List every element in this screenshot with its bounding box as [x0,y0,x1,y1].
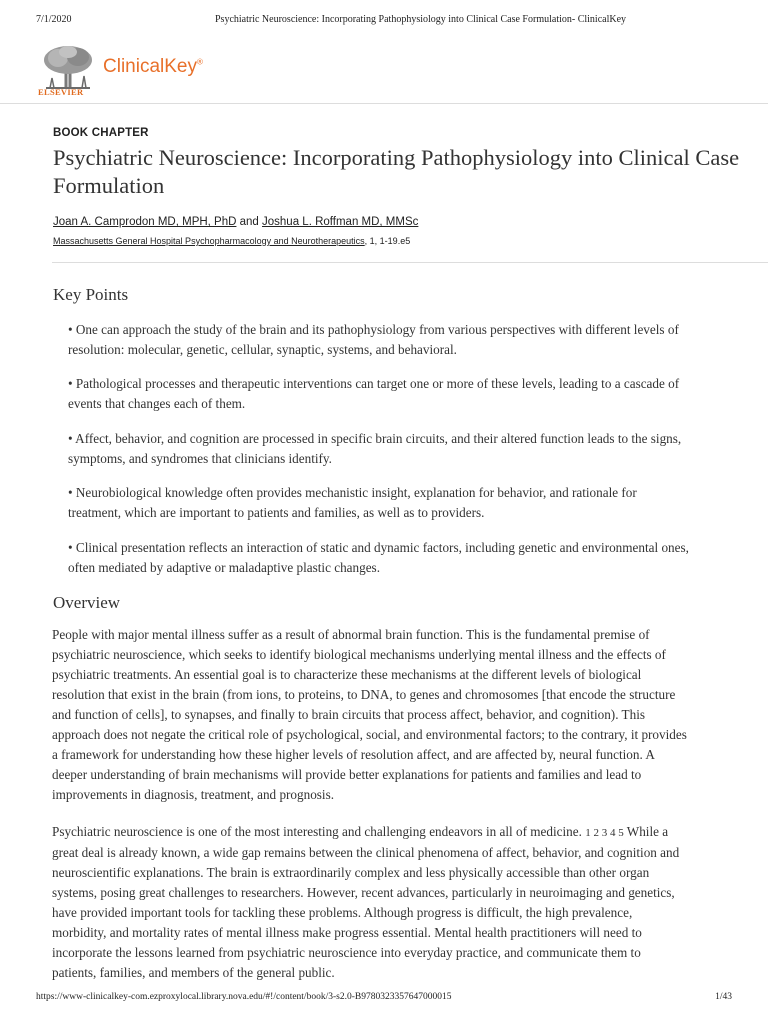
citation-suffix: , 1, 1-19.e5 [364,236,411,246]
key-point-item: • Neurobiological knowledge often provides mechanistic insight, explanation for behavior, and rationale for treatment, which are important to patients and families, as well as to providers. [68,485,637,520]
key-point-item: • Pathological processes and therapeutic interventions can target one or more of these levels, leading to a cascade of events that changes each of them. [68,376,680,411]
content-type-label: BOOK CHAPTER [53,127,149,139]
overview-heading: Overview [53,593,121,612]
key-points-heading: Key Points [53,285,129,304]
overview-paragraph-1: People with major mental illness suffer as a result of abnormal brain function. This is the fundamental premise of psychiatric neuroscience, which seeks to identify biological mechanisms underlying mental illness and the effects of psychiatric treatments. An essential goal is to characterize these mechanisms at the different levels of biological resolution that exist in the brain (from ions, to proteins, to DNA, to genes and chromosomes [that encode the structure and function of cells], to synapses, and finally to brain circuits that process affect, behavior, and cognition). This approach does not negate the critical role of psychological, social, and environmental factors; to the contrary, it provides a framework for understanding how these higher levels of resolution affect, and are affected by, neural function. A deeper understanding of brain mechanisms will provide better explanations for patients and families and lead to improvements in diagnosis, treatment, and prognosis. [52,627,687,802]
author-link-roffman[interactable]: Joshua L. Roffman MD, MMSc [262,216,419,228]
print-doc-title: Psychiatric Neuroscience: Incorporating Pathophysiology into Clinical Case Formulation- ClinicalKey [215,14,627,25]
article-title: Psychiatric Neuroscience: Incorporating Pathophysiology into Clinical Case Formulation [53,145,740,198]
publisher-name: ELSEVIER [38,87,84,97]
paragraph-text: Psychiatric neuroscience is one of the most interesting and challenging endeavors in all of medicine. [52,824,586,839]
key-point-item: • Affect, behavior, and cognition are processed in specific brain circuits, and their altered function leads to the signs, symptoms, and syndromes that clinicians identify. [68,431,682,466]
product-name: ClinicalKey [103,56,197,77]
print-page-number: 1/43 [715,992,732,1002]
print-date: 7/1/2020 [36,14,72,25]
citation-links[interactable]: 1 2 3 4 5 [585,827,624,839]
clinicalkey-logo[interactable] [103,56,203,78]
key-point-item: • Clinical presentation reflects an interaction of static and dynamic factors, including genetic and environmental ones, often mediated by adaptive or maladaptive plastic changes. [68,540,689,575]
author-joiner: and [236,216,263,228]
source-line [53,236,410,246]
print-url: https://www-clinicalkey-com.ezproxylocal.library.nova.edu/#!/content/book/3-s2.0-B9780323357647000015 [36,992,452,1002]
author-link-camprodon[interactable]: Joan A. Camprodon MD, MPH, PhD [53,216,237,228]
affiliation-link[interactable]: Massachusetts General Hospital Psychopharmacology and Neurotherapeutics [53,236,365,246]
paragraph-text: While a great deal is already known, a wide gap remains between the clinical phenomena of affect, behavior, and cognition and neuroscientific explanations. The brain is extraordinarily complex and less physically accessible than other organ systems, posing great challenges to researchers. However, recent advances, particularly in neuroimaging and genetics, have provided important tools for tackling these problems. Although progress is difficult, the high prevalence, morbidity, and mortality rates of mental illness make progress essential. Mental health practitioners will need to incorporate the lessons learned from psychiatric neuroscience into everyday practice, and communicate them to patients, families, and members of the general public. [52,824,680,980]
registered-mark: ® [196,57,203,67]
key-point-item: • One can approach the study of the brain and its pathophysiology from various perspectives with different levels of resolution: molecular, genetic, cellular, synaptic, systems, and behavioral. [68,322,679,357]
header-divider [0,103,768,104]
section-divider [52,262,768,263]
overview-paragraph-2 [52,822,768,983]
author-list [53,216,418,228]
